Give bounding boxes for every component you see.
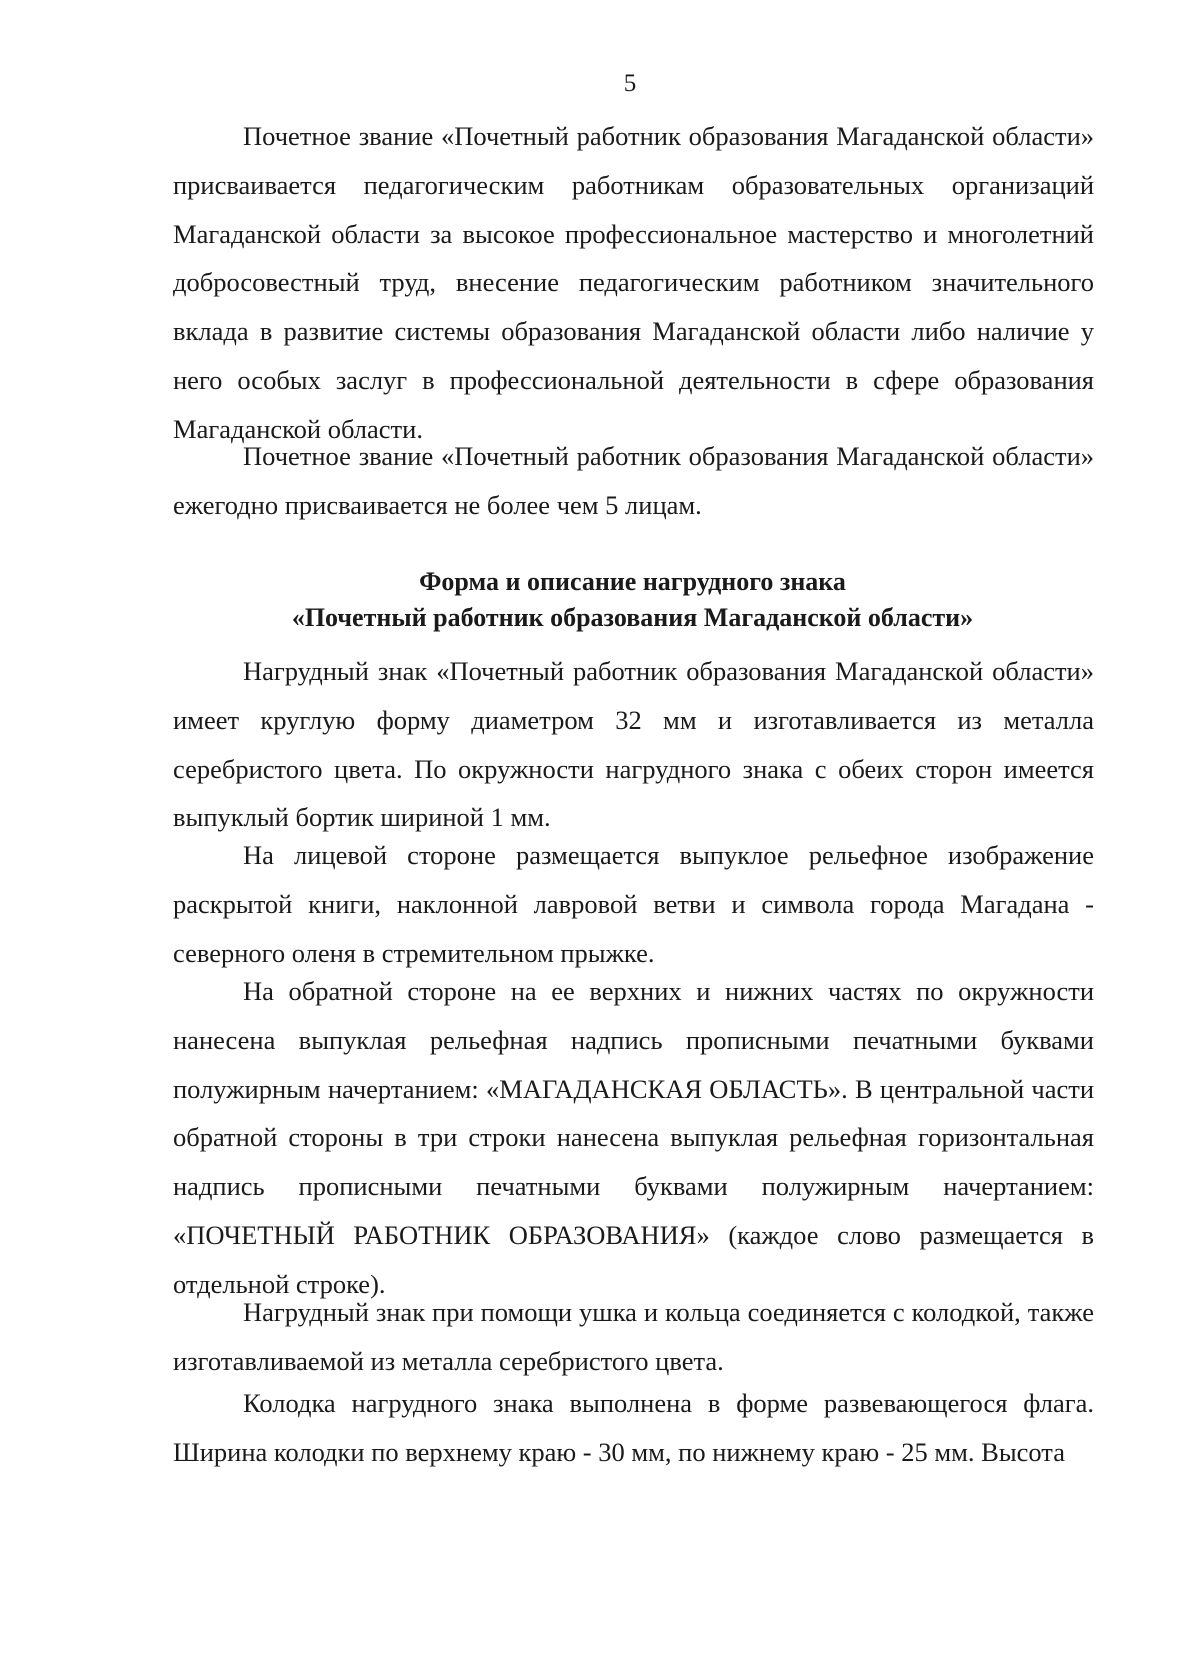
paragraph-back-side: На обратной стороне на ее верхних и нижних частях по окружности нанесена выпуклая рельефная надпись прописными печатными буквами полужирным начертанием: «МАГАДАНСКАЯ ОБЛАСТЬ». В центральной части обратной стороны в три строки нанесена выпуклая рельефная горизонтальная надпись прописными печатными буквами полужирным начертанием: «ПОЧЕТНЫЙ РАБОТНИК ОБРАЗОВАНИЯ» (каждое слово размещается в отдельной строке). [173, 976, 1094, 1299]
paragraph-front-side: На лицевой стороне размещается выпуклое рельефное изображение раскрытой книги, наклонной лавровой ветви и символа города Магадана - северного оленя в стремительном прыжке. [173, 840, 1094, 968]
paragraph-badge-shape: Нагрудный знак «Почетный работник образования Магаданской области» имеет круглую форму диаметром 32 мм и изготавливается из металла серебристого цвета. По окружности нагрудного знака с обеих сторон имеется выпуклый бортик шириной 1 мм. [173, 656, 1094, 833]
heading-line-1: Форма и описание нагрудного знака [419, 567, 846, 596]
paragraph-ring-connection: Нагрудный знак при помощи ушка и кольца соединяется с колодкой, также изготавливаемой из металла серебристого цвета. [173, 1297, 1094, 1376]
paragraph-block-shape: Колодка нагрудного знака выполнена в форме развевающегося флага. Ширина колодки по верхнему краю - 30 мм, по нижнему краю - 25 мм. Высота [173, 1388, 1094, 1467]
section-heading [0, 564, 1200, 636]
paragraph-title-award-criteria: Почетное звание «Почетный работник образования Магаданской области» присваивается педагогическим работникам образовательных организаций Магаданской области за высокое профессиональное мастерство и многолетний добросовестный труд, внесение педагогическим работником значительного вклада в развитие системы образования Магаданской области либо наличие у него особых заслуг в профессиональной деятельности в сфере образования Магаданской области. [173, 121, 1094, 444]
paragraph-annual-limit: Почетное звание «Почетный работник образования Магаданской области» ежегодно присваивается не более чем 5 лицам. [173, 441, 1094, 520]
heading-line-2: «Почетный работник образования Магаданской области» [291, 603, 974, 632]
page-number: 5 [623, 70, 637, 97]
